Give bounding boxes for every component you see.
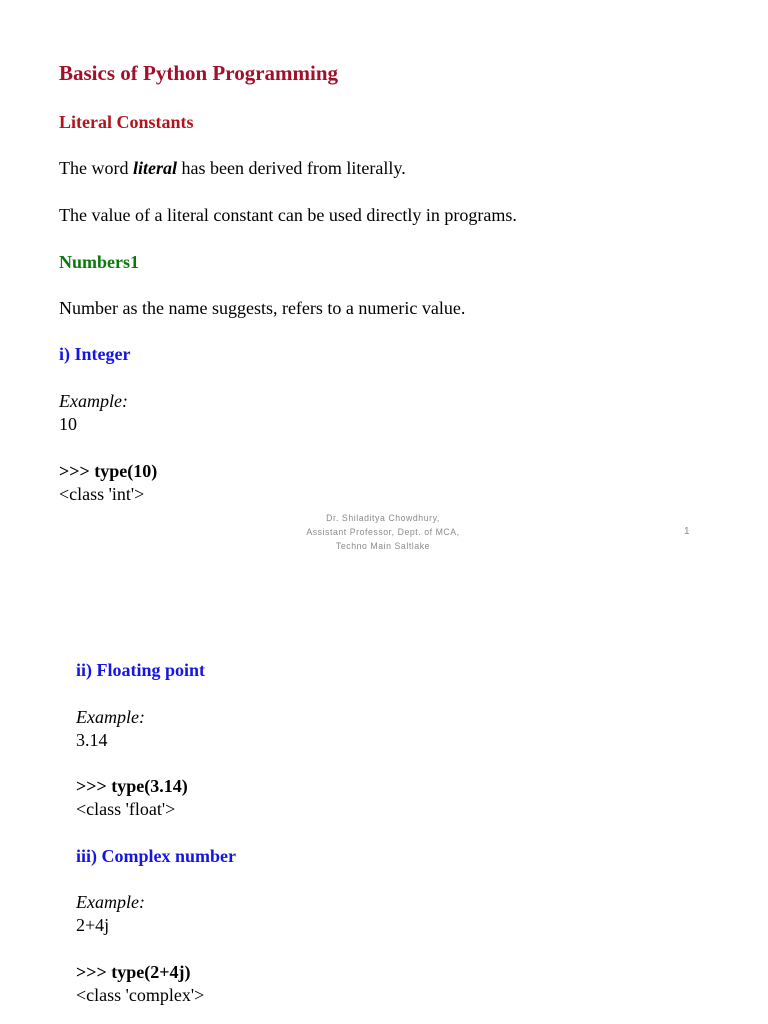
integer-example-label: Example: <box>59 391 128 411</box>
page-title: Basics of Python Programming <box>59 61 339 85</box>
paragraph-number-definition: Number as the name suggests, refers to a numeric value. <box>59 298 466 318</box>
complex-code: >>> type(2+4j) <box>76 962 191 982</box>
subheading-integer: i) Integer <box>59 344 131 364</box>
footer-author: Dr. Shiladitya Chowdhury, <box>326 513 440 524</box>
paragraph-literal-value: The value of a literal constant can be used directly in programs. <box>59 205 517 225</box>
float-example-value: 3.14 <box>76 730 108 750</box>
page-footer <box>277 512 489 554</box>
paragraph-literal-prefix: The word <box>59 158 133 178</box>
float-example-label: Example: <box>76 707 145 727</box>
paragraph-literal-suffix: has been derived from literally. <box>176 158 406 178</box>
complex-example-label: Example: <box>76 892 145 912</box>
subheading-floating-point: ii) Floating point <box>76 660 206 680</box>
paragraph-literal-definition <box>59 157 406 179</box>
complex-example-value: 2+4j <box>76 915 110 935</box>
page-number: 1 <box>684 526 690 537</box>
float-output: <class 'float'> <box>76 799 176 819</box>
integer-example-value: 10 <box>59 414 77 434</box>
float-code: >>> type(3.14) <box>76 776 188 796</box>
subheading-complex-number: iii) Complex number <box>76 846 236 866</box>
complex-output: <class 'complex'> <box>76 985 205 1005</box>
integer-output: <class 'int'> <box>59 484 145 504</box>
footer-position: Assistant Professor, Dept. of MCA, <box>306 527 460 538</box>
section-heading-numbers: Numbers1 <box>59 252 139 272</box>
literal-emphasis: literal <box>132 158 177 178</box>
section-heading-literal-constants: Literal Constants <box>59 112 194 132</box>
integer-code: >>> type(10) <box>59 461 158 481</box>
footer-institution: Techno Main Saltlake <box>335 541 431 552</box>
